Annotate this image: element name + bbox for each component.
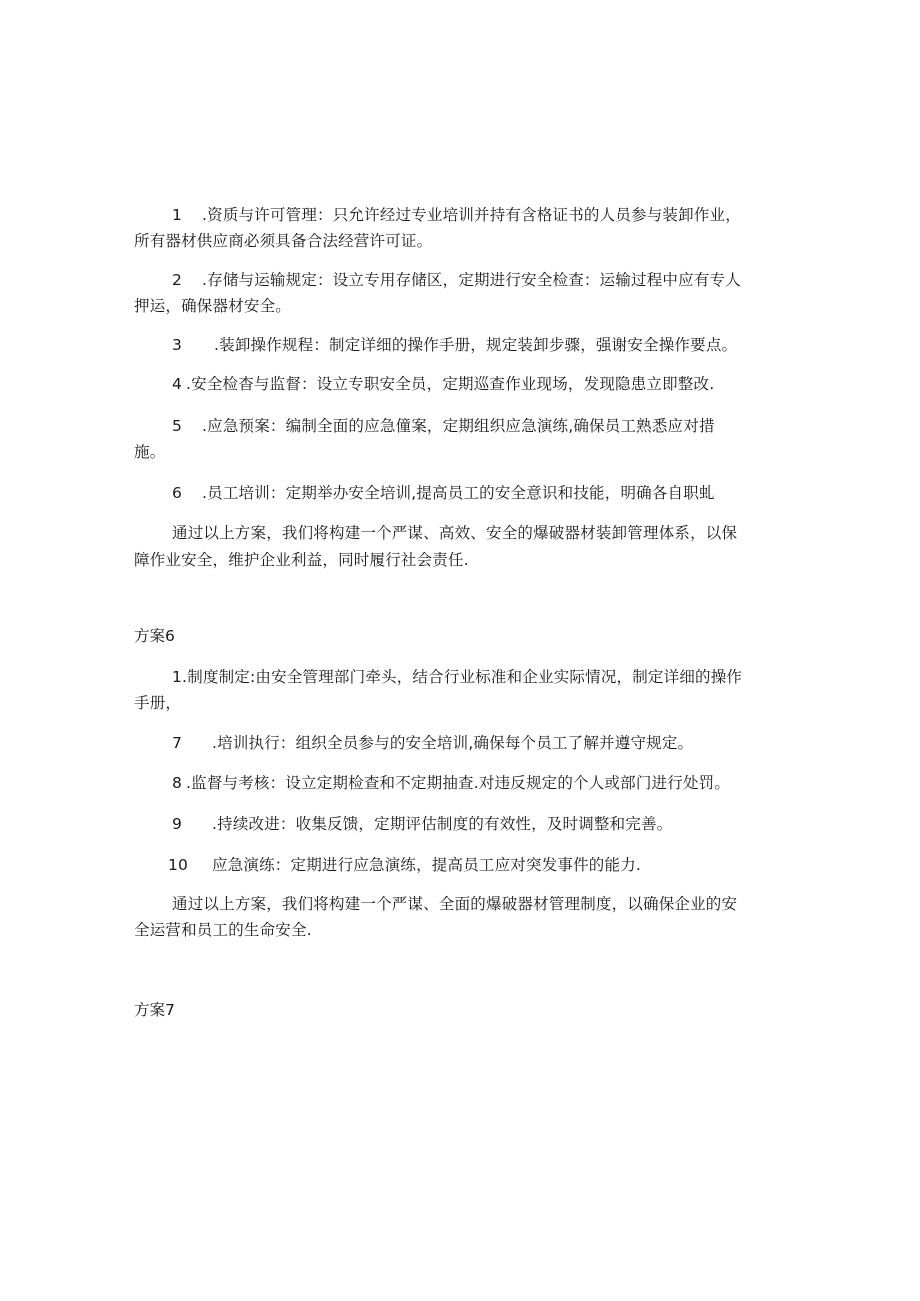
list-item-text: .装卸操作规程：制定详细的操作手册，规定装卸步骤，强谢安全操作要点。 — [214, 336, 738, 354]
list-item-line — [172, 483, 715, 503]
conclusion-paragraph-continuation: 障作业安全，维护企业利益，同时履行社会责任. — [134, 551, 469, 569]
list-item-number: 7 — [172, 734, 183, 752]
list-item-number: 2 — [172, 271, 183, 289]
list-item-text: .监督与考核：设立定期检查和不定期抽查.对违反规定的个人或部门进行处罚。 — [186, 774, 731, 792]
list-item-text: .持续改进：收集反馈，定期评估制度的有效性，及时调整和完善。 — [212, 815, 673, 833]
list-item-line — [172, 667, 742, 687]
list-item-line — [172, 205, 741, 225]
list-item-continuation: 施。 — [134, 443, 166, 461]
list-item-line — [172, 416, 715, 436]
list-item-line — [172, 335, 737, 355]
list-item-text: 制度制定:由安全管理部门牵头，结合行业标准和企业实际情况，制定详细的操作 — [187, 668, 743, 686]
list-item-line — [172, 733, 693, 753]
list-item-text: .员工培训：定期举办安全培训,提高员工的安全意识和技能，明确各自职虬 — [202, 484, 715, 502]
list-item-text: .安全检杳与监督：设立专职安全员，定期巡查作业现场，发现隐患立即整改. — [186, 375, 715, 393]
list-item-number: 9 — [172, 815, 183, 833]
list-item-line — [172, 773, 730, 793]
list-item-number: 5 — [172, 417, 183, 435]
conclusion-paragraph-continuation: 全运营和员工的生命安全. — [134, 921, 312, 939]
list-item-continuation: 手册， — [134, 694, 182, 712]
list-item-number: 6 — [172, 484, 183, 502]
list-item-continuation: 押运，确保器材安全。 — [134, 297, 292, 315]
list-item-text: .资质与许可管理：只允许经过专业培训并持有含格证书的人员参与装卸作业， — [202, 206, 741, 224]
list-item-number: 8 — [172, 774, 183, 792]
list-item-text: .应急预案：编制全面的应急僮案，定期组织应急演练,确保员工熟悉应对措 — [202, 417, 715, 435]
section-heading: 方案7 — [134, 1001, 175, 1019]
list-item-continuation: 所有器材供应商必须具备合法经营许可证。 — [134, 232, 433, 250]
list-item-number: 1. — [172, 668, 188, 686]
list-item-text: .存储与运输规定：设立专用存储区，定期进行安全检查：运输过程中应有专人 — [202, 271, 741, 289]
list-item-line — [168, 855, 641, 875]
list-item-line — [172, 814, 672, 834]
conclusion-paragraph: 通过以上方案，我们将构建一个严谋、高效、安全的爆破器材装卸管理体系，以保 — [172, 524, 738, 542]
list-item-text: .培训执行：组织全员参与的安全培训,确保每个员工了解并遵守规定。 — [212, 734, 694, 752]
list-item-number: 3 — [172, 336, 183, 354]
list-item-text: 应急演练：定期进行应急演练，提高员工应对突发事件的能力. — [212, 856, 642, 874]
section-heading: 方案6 — [134, 627, 175, 645]
list-item-number: 1 — [172, 206, 183, 224]
list-item-number: 4 — [172, 375, 183, 393]
list-item-line — [172, 270, 741, 290]
list-item-line — [172, 374, 714, 394]
conclusion-paragraph: 通过以上方案，我们将构建一个严谋、全面的爆破器材管理制度，以确保企业的安 — [172, 895, 738, 913]
list-item-number: 10 — [168, 856, 189, 874]
